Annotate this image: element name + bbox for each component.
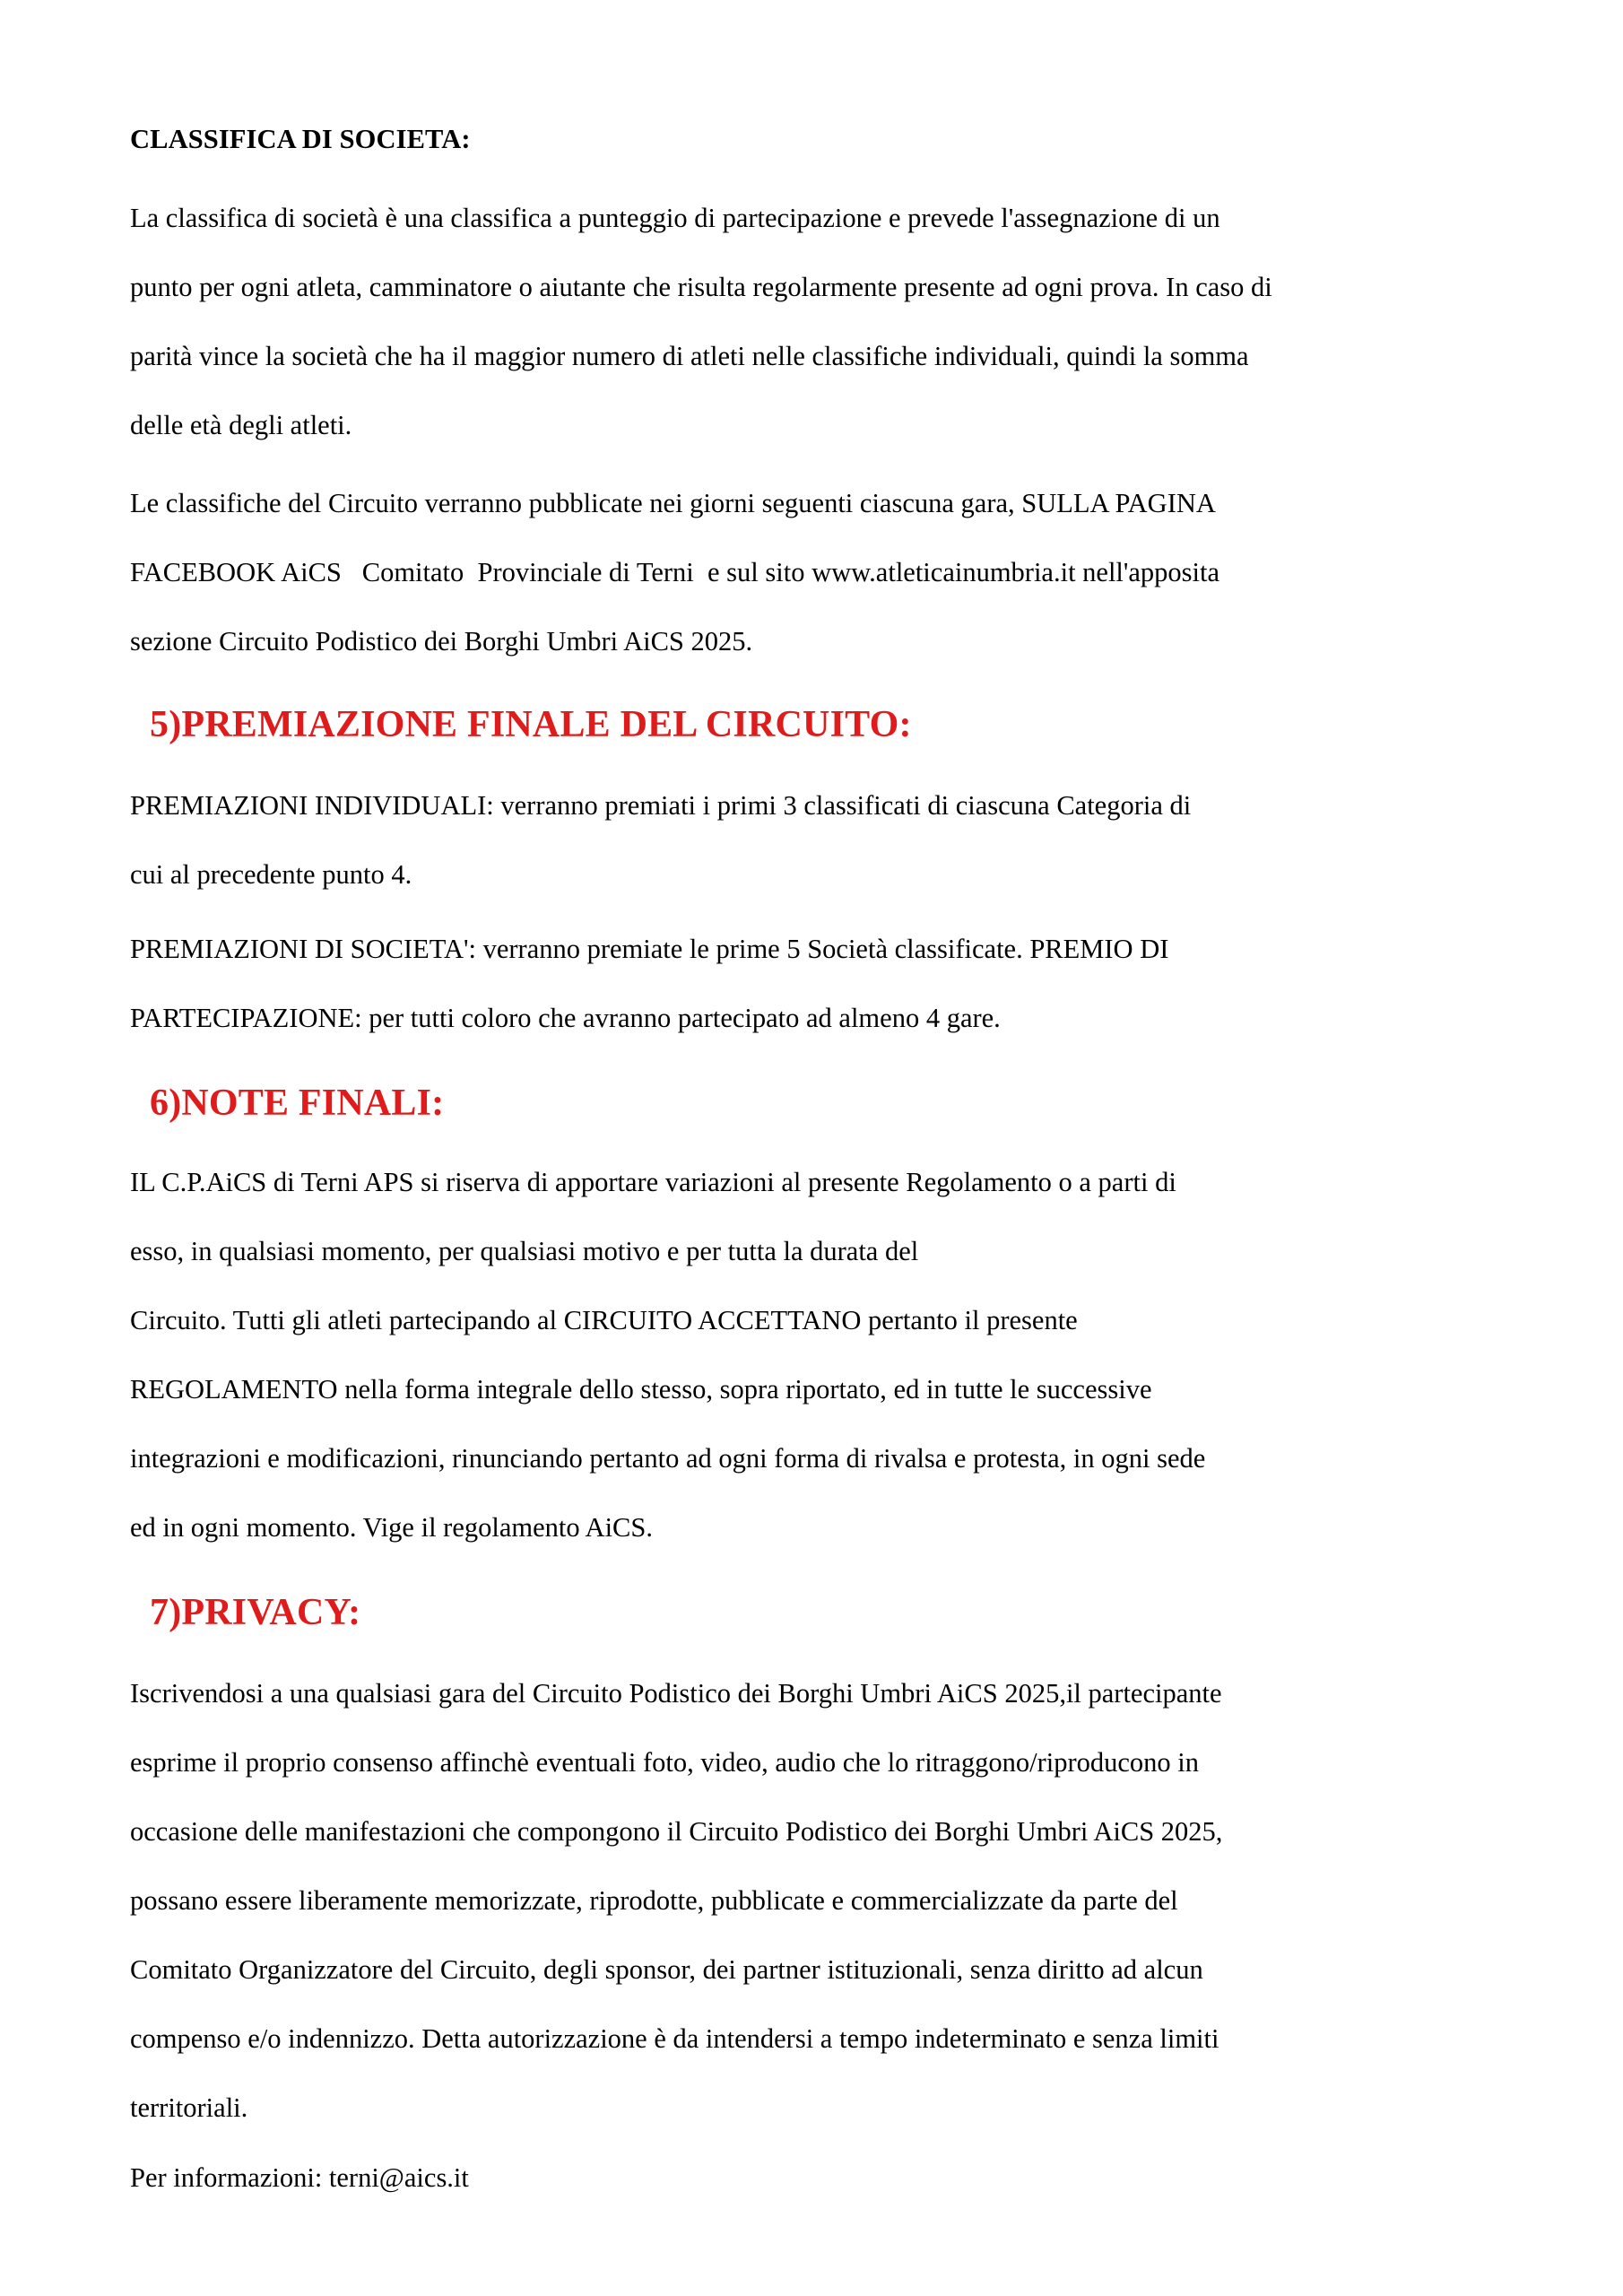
text-line: PARTECIPAZIONE: per tutti coloro che avranno partecipato ad almeno 4 gare. (130, 1002, 1001, 1033)
text-line: cui al precedente punto 4. (130, 858, 412, 890)
text-line: esprime il proprio consenso affinchè eventuali foto, video, audio che lo ritraggono/riproducono in (130, 1746, 1200, 1778)
text-line: Le classifiche del Circuito verranno pubblicate nei giorni seguenti ciascuna gara, SULLA PAGINA (130, 487, 1216, 518)
spacer (130, 676, 1493, 705)
paragraph-privacy (130, 1659, 1493, 2143)
paragraph-premiazioni-individuali (130, 771, 1493, 909)
paragraph-premiazioni-di-societa (130, 915, 1493, 1053)
text-line: delle età degli atleti. (130, 409, 352, 440)
text-line: territoriali. (130, 2092, 248, 2123)
spacer (130, 1632, 1493, 1659)
document-body (130, 126, 1493, 2207)
text-line: Comitato Organizzatore del Circuito, degli sponsor, dei partner istituzionali, senza diritto ad alcun (130, 1953, 1203, 1985)
text-line: FACEBOOK AiCS Comitato Provinciale di Terni e sul sito www.atleticainumbria.it nell'apposita (130, 556, 1220, 587)
text-line: IL C.P.AiCS di Terni APS si riserva di apportare variazioni al presente Regolamento o a parti di (130, 1166, 1176, 1197)
heading-note-finali: 6)NOTE FINALI: (150, 1082, 445, 1124)
paragraph-classifica-descrizione (130, 184, 1493, 460)
spacer (130, 460, 1493, 469)
spacer (130, 744, 1493, 771)
section-title-classifica-di-societa: CLASSIFICA DI SOCIETA: (130, 124, 471, 154)
paragraph-pubblicazione-classifiche (130, 469, 1493, 676)
text-line: parità vince la società che ha il maggior numero di atleti nelle classifiche individuali, quindi la somma (130, 340, 1249, 371)
text-line: PREMIAZIONI DI SOCIETA': verranno premiate le prime 5 Società classificate. PREMIO DI (130, 933, 1169, 964)
heading-premiazione-finale-del-circuito: 5)PREMIAZIONE FINALE DEL CIRCUITO: (150, 703, 912, 745)
paragraph-contatto-informazioni (130, 2148, 1493, 2207)
text-line: REGOLAMENTO nella forma integrale dello stesso, sopra riportato, ed in tutte le successive (130, 1373, 1152, 1405)
heading-privacy: 7)PRIVACY: (150, 1591, 361, 1633)
spacer (130, 1562, 1493, 1593)
text-line: La classifica di società è una classifica a punteggio di partecipazione e prevede l'assegnazione di un (130, 202, 1220, 233)
contact-email-line: Per informazioni: terni@aics.it (130, 2161, 469, 2193)
text-line: sezione Circuito Podistico dei Borghi Umbri AiCS 2025. (130, 625, 753, 657)
text-line: integrazioni e modificazioni, rinunciando pertanto ad ogni forma di rivalsa e protesta, in ogni sede (130, 1442, 1206, 1474)
text-line: PREMIAZIONI INDIVIDUALI: verranno premiati i primi 3 classificati di ciascuna Categoria di (130, 789, 1192, 821)
text-line: occasione delle manifestazioni che compongono il Circuito Podistico dei Borghi Umbri AiCS 2025, (130, 1815, 1223, 1847)
text-line: ed in ogni momento. Vige il regolamento AiCS. (130, 1511, 653, 1543)
text-line: Circuito. Tutti gli atleti partecipando al CIRCUITO ACCETTANO pertanto il presente (130, 1304, 1078, 1335)
spacer (130, 1053, 1493, 1083)
text-line: compenso e/o indennizzo. Detta autorizzazione è da intendersi a tempo indeterminato e senza limiti (130, 2022, 1219, 2054)
text-line: possano essere liberamente memorizzate, riprodotte, pubblicate e commercializzate da parte del (130, 1884, 1178, 1916)
text-line: esso, in qualsiasi momento, per qualsiasi motivo e per tutta la durata del (130, 1235, 919, 1266)
spacer (130, 1123, 1493, 1148)
text-line: Iscrivendosi a una qualsiasi gara del Circuito Podistico dei Borghi Umbri AiCS 2025,il partecipante (130, 1677, 1222, 1709)
paragraph-note-finali (130, 1148, 1493, 1562)
text-line: punto per ogni atleta, camminatore o aiutante che risulta regolarmente presente ad ogni prova. In caso di (130, 271, 1272, 302)
